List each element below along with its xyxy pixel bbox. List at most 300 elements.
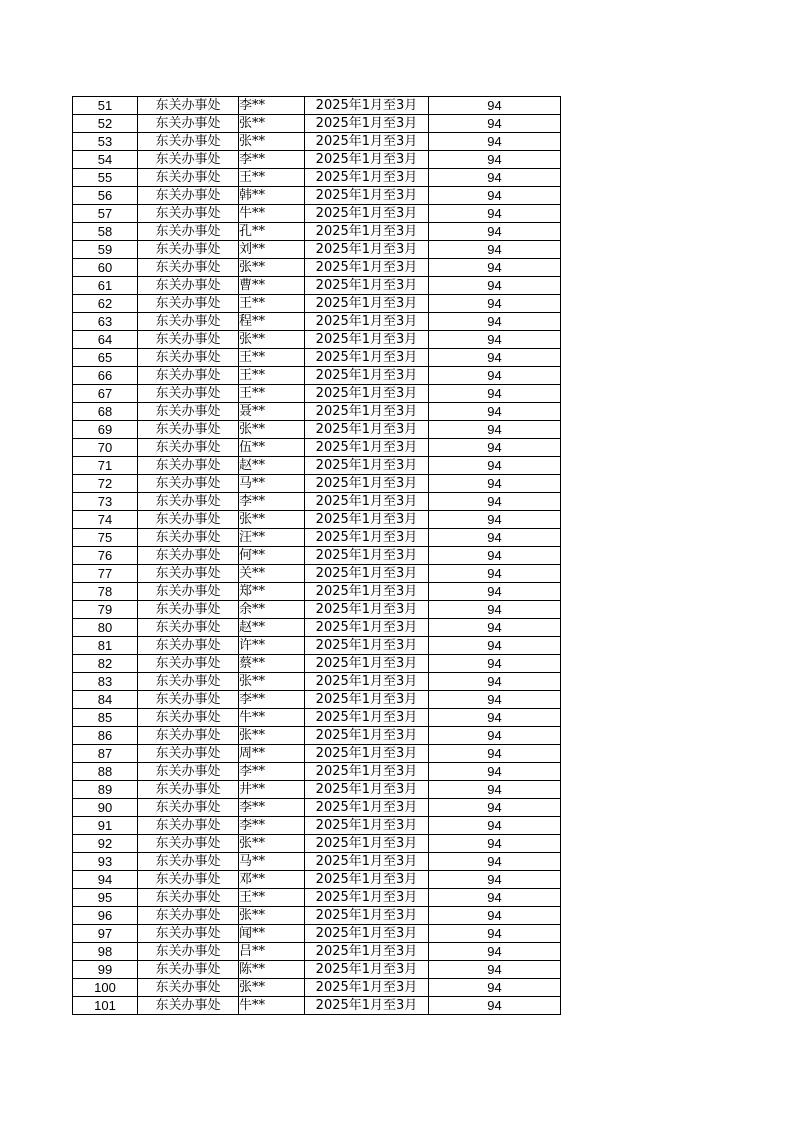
row-number-cell: 87 xyxy=(73,745,138,763)
row-number-cell: 57 xyxy=(73,205,138,223)
row-number-cell: 66 xyxy=(73,367,138,385)
amount-cell: 94 xyxy=(429,169,561,187)
row-number-cell: 82 xyxy=(73,655,138,673)
name-cell: 井** xyxy=(239,781,305,799)
period-cell: 2025年1月至3月 xyxy=(305,583,429,601)
period-cell: 2025年1月至3月 xyxy=(305,709,429,727)
office-cell: 东关办事处 xyxy=(138,475,239,493)
name-cell: 张** xyxy=(239,115,305,133)
amount-cell: 94 xyxy=(429,709,561,727)
row-number-cell: 69 xyxy=(73,421,138,439)
table-row xyxy=(73,961,561,979)
office-cell: 东关办事处 xyxy=(138,637,239,655)
name-cell: 张** xyxy=(239,331,305,349)
period-cell: 2025年1月至3月 xyxy=(305,655,429,673)
amount-cell: 94 xyxy=(429,331,561,349)
amount-cell: 94 xyxy=(429,403,561,421)
period-cell: 2025年1月至3月 xyxy=(305,115,429,133)
table-row xyxy=(73,835,561,853)
amount-cell: 94 xyxy=(429,475,561,493)
name-cell: 伍** xyxy=(239,439,305,457)
table-row xyxy=(73,943,561,961)
row-number-cell: 92 xyxy=(73,835,138,853)
amount-cell: 94 xyxy=(429,133,561,151)
period-cell: 2025年1月至3月 xyxy=(305,457,429,475)
period-cell: 2025年1月至3月 xyxy=(305,745,429,763)
table-row xyxy=(73,547,561,565)
amount-cell: 94 xyxy=(429,961,561,979)
period-cell: 2025年1月至3月 xyxy=(305,799,429,817)
table-row xyxy=(73,511,561,529)
name-cell: 马** xyxy=(239,475,305,493)
office-cell: 东关办事处 xyxy=(138,151,239,169)
row-number-cell: 64 xyxy=(73,331,138,349)
row-number-cell: 94 xyxy=(73,871,138,889)
office-cell: 东关办事处 xyxy=(138,673,239,691)
office-cell: 东关办事处 xyxy=(138,709,239,727)
name-cell: 张** xyxy=(239,673,305,691)
amount-cell: 94 xyxy=(429,241,561,259)
table-row xyxy=(73,907,561,925)
office-cell: 东关办事处 xyxy=(138,763,239,781)
amount-cell: 94 xyxy=(429,349,561,367)
row-number-cell: 77 xyxy=(73,565,138,583)
office-cell: 东关办事处 xyxy=(138,277,239,295)
amount-cell: 94 xyxy=(429,457,561,475)
row-number-cell: 90 xyxy=(73,799,138,817)
amount-cell: 94 xyxy=(429,979,561,997)
office-cell: 东关办事处 xyxy=(138,511,239,529)
row-number-cell: 88 xyxy=(73,763,138,781)
period-cell: 2025年1月至3月 xyxy=(305,421,429,439)
amount-cell: 94 xyxy=(429,925,561,943)
row-number-cell: 63 xyxy=(73,313,138,331)
period-cell: 2025年1月至3月 xyxy=(305,493,429,511)
table-row xyxy=(73,601,561,619)
row-number-cell: 95 xyxy=(73,889,138,907)
amount-cell: 94 xyxy=(429,619,561,637)
amount-cell: 94 xyxy=(429,295,561,313)
name-cell: 赵** xyxy=(239,619,305,637)
office-cell: 东关办事处 xyxy=(138,565,239,583)
period-cell: 2025年1月至3月 xyxy=(305,637,429,655)
period-cell: 2025年1月至3月 xyxy=(305,925,429,943)
period-cell: 2025年1月至3月 xyxy=(305,205,429,223)
name-cell: 闻** xyxy=(239,925,305,943)
data-table xyxy=(72,96,561,1015)
name-cell: 牛** xyxy=(239,709,305,727)
name-cell: 张** xyxy=(239,133,305,151)
office-cell: 东关办事处 xyxy=(138,961,239,979)
office-cell: 东关办事处 xyxy=(138,187,239,205)
period-cell: 2025年1月至3月 xyxy=(305,673,429,691)
office-cell: 东关办事处 xyxy=(138,601,239,619)
amount-cell: 94 xyxy=(429,511,561,529)
period-cell: 2025年1月至3月 xyxy=(305,961,429,979)
row-number-cell: 71 xyxy=(73,457,138,475)
row-number-cell: 99 xyxy=(73,961,138,979)
name-cell: 何** xyxy=(239,547,305,565)
row-number-cell: 75 xyxy=(73,529,138,547)
amount-cell: 94 xyxy=(429,259,561,277)
name-cell: 陈** xyxy=(239,961,305,979)
period-cell: 2025年1月至3月 xyxy=(305,313,429,331)
table-row xyxy=(73,151,561,169)
table-row xyxy=(73,331,561,349)
amount-cell: 94 xyxy=(429,187,561,205)
name-cell: 汪** xyxy=(239,529,305,547)
row-number-cell: 52 xyxy=(73,115,138,133)
office-cell: 东关办事处 xyxy=(138,331,239,349)
amount-cell: 94 xyxy=(429,367,561,385)
name-cell: 李** xyxy=(239,493,305,511)
amount-cell: 94 xyxy=(429,97,561,115)
name-cell: 郑** xyxy=(239,583,305,601)
name-cell: 王** xyxy=(239,295,305,313)
amount-cell: 94 xyxy=(429,745,561,763)
period-cell: 2025年1月至3月 xyxy=(305,277,429,295)
office-cell: 东关办事处 xyxy=(138,817,239,835)
office-cell: 东关办事处 xyxy=(138,655,239,673)
period-cell: 2025年1月至3月 xyxy=(305,385,429,403)
period-cell: 2025年1月至3月 xyxy=(305,727,429,745)
name-cell: 程** xyxy=(239,313,305,331)
table-row xyxy=(73,529,561,547)
amount-cell: 94 xyxy=(429,205,561,223)
row-number-cell: 80 xyxy=(73,619,138,637)
period-cell: 2025年1月至3月 xyxy=(305,835,429,853)
amount-cell: 94 xyxy=(429,763,561,781)
amount-cell: 94 xyxy=(429,871,561,889)
amount-cell: 94 xyxy=(429,655,561,673)
period-cell: 2025年1月至3月 xyxy=(305,223,429,241)
table-row xyxy=(73,187,561,205)
period-cell: 2025年1月至3月 xyxy=(305,943,429,961)
period-cell: 2025年1月至3月 xyxy=(305,979,429,997)
office-cell: 东关办事处 xyxy=(138,439,239,457)
office-cell: 东关办事处 xyxy=(138,133,239,151)
row-number-cell: 59 xyxy=(73,241,138,259)
table-row xyxy=(73,277,561,295)
row-number-cell: 98 xyxy=(73,943,138,961)
name-cell: 李** xyxy=(239,799,305,817)
amount-cell: 94 xyxy=(429,997,561,1015)
row-number-cell: 70 xyxy=(73,439,138,457)
table-row xyxy=(73,223,561,241)
table-row xyxy=(73,673,561,691)
table-row xyxy=(73,781,561,799)
office-cell: 东关办事处 xyxy=(138,223,239,241)
period-cell: 2025年1月至3月 xyxy=(305,853,429,871)
period-cell: 2025年1月至3月 xyxy=(305,781,429,799)
period-cell: 2025年1月至3月 xyxy=(305,691,429,709)
office-cell: 东关办事处 xyxy=(138,529,239,547)
office-cell: 东关办事处 xyxy=(138,97,239,115)
period-cell: 2025年1月至3月 xyxy=(305,97,429,115)
period-cell: 2025年1月至3月 xyxy=(305,511,429,529)
office-cell: 东关办事处 xyxy=(138,997,239,1015)
table-row xyxy=(73,637,561,655)
office-cell: 东关办事处 xyxy=(138,421,239,439)
name-cell: 李** xyxy=(239,691,305,709)
table-row xyxy=(73,367,561,385)
name-cell: 韩** xyxy=(239,187,305,205)
period-cell: 2025年1月至3月 xyxy=(305,547,429,565)
row-number-cell: 55 xyxy=(73,169,138,187)
name-cell: 孔** xyxy=(239,223,305,241)
name-cell: 张** xyxy=(239,259,305,277)
table-row xyxy=(73,385,561,403)
row-number-cell: 100 xyxy=(73,979,138,997)
period-cell: 2025年1月至3月 xyxy=(305,889,429,907)
amount-cell: 94 xyxy=(429,385,561,403)
table-row xyxy=(73,709,561,727)
table-body xyxy=(73,97,561,1015)
period-cell: 2025年1月至3月 xyxy=(305,403,429,421)
amount-cell: 94 xyxy=(429,439,561,457)
table-row xyxy=(73,997,561,1015)
amount-cell: 94 xyxy=(429,691,561,709)
table-row xyxy=(73,889,561,907)
amount-cell: 94 xyxy=(429,601,561,619)
period-cell: 2025年1月至3月 xyxy=(305,619,429,637)
amount-cell: 94 xyxy=(429,115,561,133)
period-cell: 2025年1月至3月 xyxy=(305,601,429,619)
table-row xyxy=(73,583,561,601)
name-cell: 王** xyxy=(239,385,305,403)
period-cell: 2025年1月至3月 xyxy=(305,475,429,493)
table-row xyxy=(73,115,561,133)
row-number-cell: 72 xyxy=(73,475,138,493)
table-row xyxy=(73,313,561,331)
office-cell: 东关办事处 xyxy=(138,403,239,421)
amount-cell: 94 xyxy=(429,547,561,565)
amount-cell: 94 xyxy=(429,943,561,961)
row-number-cell: 60 xyxy=(73,259,138,277)
row-number-cell: 101 xyxy=(73,997,138,1015)
name-cell: 张** xyxy=(239,835,305,853)
office-cell: 东关办事处 xyxy=(138,889,239,907)
office-cell: 东关办事处 xyxy=(138,115,239,133)
period-cell: 2025年1月至3月 xyxy=(305,133,429,151)
table-row xyxy=(73,925,561,943)
row-number-cell: 62 xyxy=(73,295,138,313)
name-cell: 张** xyxy=(239,907,305,925)
table-row xyxy=(73,817,561,835)
amount-cell: 94 xyxy=(429,313,561,331)
amount-cell: 94 xyxy=(429,637,561,655)
amount-cell: 94 xyxy=(429,565,561,583)
period-cell: 2025年1月至3月 xyxy=(305,349,429,367)
table-row xyxy=(73,259,561,277)
office-cell: 东关办事处 xyxy=(138,943,239,961)
name-cell: 张** xyxy=(239,511,305,529)
amount-cell: 94 xyxy=(429,493,561,511)
row-number-cell: 86 xyxy=(73,727,138,745)
period-cell: 2025年1月至3月 xyxy=(305,529,429,547)
name-cell: 周** xyxy=(239,745,305,763)
office-cell: 东关办事处 xyxy=(138,169,239,187)
name-cell: 马** xyxy=(239,853,305,871)
office-cell: 东关办事处 xyxy=(138,583,239,601)
period-cell: 2025年1月至3月 xyxy=(305,295,429,313)
table-row xyxy=(73,763,561,781)
office-cell: 东关办事处 xyxy=(138,727,239,745)
office-cell: 东关办事处 xyxy=(138,493,239,511)
table-row xyxy=(73,619,561,637)
name-cell: 王** xyxy=(239,349,305,367)
office-cell: 东关办事处 xyxy=(138,313,239,331)
name-cell: 余** xyxy=(239,601,305,619)
name-cell: 李** xyxy=(239,97,305,115)
office-cell: 东关办事处 xyxy=(138,979,239,997)
name-cell: 张** xyxy=(239,979,305,997)
period-cell: 2025年1月至3月 xyxy=(305,187,429,205)
office-cell: 东关办事处 xyxy=(138,547,239,565)
amount-cell: 94 xyxy=(429,907,561,925)
table-row xyxy=(73,799,561,817)
row-number-cell: 53 xyxy=(73,133,138,151)
office-cell: 东关办事处 xyxy=(138,907,239,925)
office-cell: 东关办事处 xyxy=(138,925,239,943)
table-row xyxy=(73,133,561,151)
office-cell: 东关办事处 xyxy=(138,853,239,871)
table-row xyxy=(73,205,561,223)
row-number-cell: 83 xyxy=(73,673,138,691)
office-cell: 东关办事处 xyxy=(138,799,239,817)
row-number-cell: 67 xyxy=(73,385,138,403)
table-row xyxy=(73,979,561,997)
name-cell: 关** xyxy=(239,565,305,583)
table-row xyxy=(73,457,561,475)
name-cell: 李** xyxy=(239,763,305,781)
row-number-cell: 58 xyxy=(73,223,138,241)
office-cell: 东关办事处 xyxy=(138,835,239,853)
amount-cell: 94 xyxy=(429,835,561,853)
row-number-cell: 56 xyxy=(73,187,138,205)
row-number-cell: 85 xyxy=(73,709,138,727)
table-row xyxy=(73,691,561,709)
row-number-cell: 68 xyxy=(73,403,138,421)
row-number-cell: 97 xyxy=(73,925,138,943)
row-number-cell: 76 xyxy=(73,547,138,565)
period-cell: 2025年1月至3月 xyxy=(305,439,429,457)
table-row xyxy=(73,565,561,583)
period-cell: 2025年1月至3月 xyxy=(305,997,429,1015)
office-cell: 东关办事处 xyxy=(138,619,239,637)
table-row xyxy=(73,241,561,259)
name-cell: 王** xyxy=(239,889,305,907)
name-cell: 邓** xyxy=(239,871,305,889)
period-cell: 2025年1月至3月 xyxy=(305,331,429,349)
amount-cell: 94 xyxy=(429,421,561,439)
row-number-cell: 73 xyxy=(73,493,138,511)
table-row xyxy=(73,853,561,871)
amount-cell: 94 xyxy=(429,151,561,169)
name-cell: 聂** xyxy=(239,403,305,421)
period-cell: 2025年1月至3月 xyxy=(305,817,429,835)
table-row xyxy=(73,493,561,511)
office-cell: 东关办事处 xyxy=(138,781,239,799)
office-cell: 东关办事处 xyxy=(138,367,239,385)
period-cell: 2025年1月至3月 xyxy=(305,151,429,169)
row-number-cell: 65 xyxy=(73,349,138,367)
office-cell: 东关办事处 xyxy=(138,241,239,259)
table-row xyxy=(73,655,561,673)
amount-cell: 94 xyxy=(429,223,561,241)
row-number-cell: 91 xyxy=(73,817,138,835)
office-cell: 东关办事处 xyxy=(138,349,239,367)
office-cell: 东关办事处 xyxy=(138,457,239,475)
table-row xyxy=(73,439,561,457)
period-cell: 2025年1月至3月 xyxy=(305,259,429,277)
office-cell: 东关办事处 xyxy=(138,745,239,763)
amount-cell: 94 xyxy=(429,529,561,547)
table-row xyxy=(73,295,561,313)
office-cell: 东关办事处 xyxy=(138,385,239,403)
table-row xyxy=(73,871,561,889)
row-number-cell: 84 xyxy=(73,691,138,709)
period-cell: 2025年1月至3月 xyxy=(305,565,429,583)
table-row xyxy=(73,169,561,187)
row-number-cell: 61 xyxy=(73,277,138,295)
row-number-cell: 96 xyxy=(73,907,138,925)
amount-cell: 94 xyxy=(429,889,561,907)
table-row xyxy=(73,97,561,115)
office-cell: 东关办事处 xyxy=(138,691,239,709)
name-cell: 刘** xyxy=(239,241,305,259)
name-cell: 曹** xyxy=(239,277,305,295)
period-cell: 2025年1月至3月 xyxy=(305,763,429,781)
row-number-cell: 93 xyxy=(73,853,138,871)
name-cell: 许** xyxy=(239,637,305,655)
amount-cell: 94 xyxy=(429,277,561,295)
name-cell: 李** xyxy=(239,817,305,835)
period-cell: 2025年1月至3月 xyxy=(305,907,429,925)
row-number-cell: 89 xyxy=(73,781,138,799)
row-number-cell: 54 xyxy=(73,151,138,169)
amount-cell: 94 xyxy=(429,781,561,799)
amount-cell: 94 xyxy=(429,583,561,601)
row-number-cell: 81 xyxy=(73,637,138,655)
row-number-cell: 51 xyxy=(73,97,138,115)
table-row xyxy=(73,421,561,439)
amount-cell: 94 xyxy=(429,727,561,745)
name-cell: 牛** xyxy=(239,997,305,1015)
office-cell: 东关办事处 xyxy=(138,205,239,223)
office-cell: 东关办事处 xyxy=(138,871,239,889)
name-cell: 王** xyxy=(239,367,305,385)
office-cell: 东关办事处 xyxy=(138,259,239,277)
row-number-cell: 74 xyxy=(73,511,138,529)
amount-cell: 94 xyxy=(429,673,561,691)
period-cell: 2025年1月至3月 xyxy=(305,367,429,385)
name-cell: 张** xyxy=(239,421,305,439)
name-cell: 张** xyxy=(239,727,305,745)
name-cell: 王** xyxy=(239,169,305,187)
table-row xyxy=(73,475,561,493)
table-row xyxy=(73,403,561,421)
table-row xyxy=(73,349,561,367)
table-row xyxy=(73,727,561,745)
row-number-cell: 79 xyxy=(73,601,138,619)
row-number-cell: 78 xyxy=(73,583,138,601)
name-cell: 蔡** xyxy=(239,655,305,673)
period-cell: 2025年1月至3月 xyxy=(305,241,429,259)
period-cell: 2025年1月至3月 xyxy=(305,169,429,187)
name-cell: 赵** xyxy=(239,457,305,475)
amount-cell: 94 xyxy=(429,853,561,871)
